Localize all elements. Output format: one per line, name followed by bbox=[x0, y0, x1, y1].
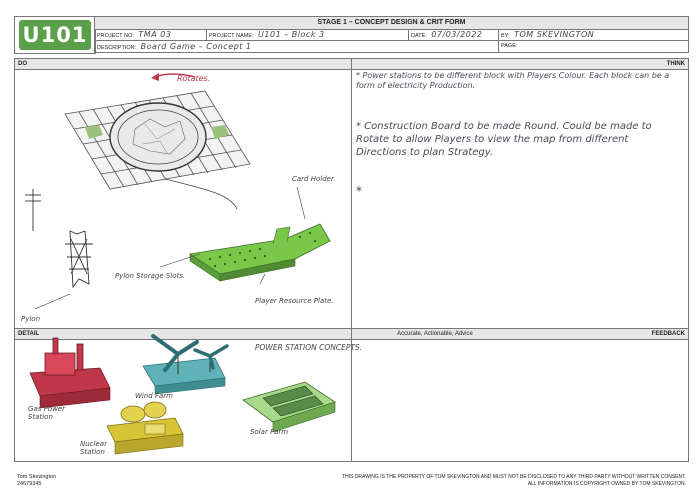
detail-label: DETAIL bbox=[18, 331, 40, 337]
pylon-storage-label: Pylon Storage Slots. bbox=[115, 272, 186, 280]
description-cell bbox=[95, 41, 499, 52]
project-name-label: PROJECT NAME: bbox=[209, 33, 254, 39]
header-row-1 bbox=[94, 29, 689, 41]
footer-notice-line1: THIS DRAWING IS THE PROPERTY OF TOM SKEVINGTON AND MUST NOT BE DISCLOSED TO ANY THIRD PARTY WITHOUT WRITTEN CONSENT. bbox=[342, 474, 686, 480]
rotates-label: Rotates. bbox=[177, 74, 211, 83]
do-sketch bbox=[15, 69, 350, 327]
project-no-label: PROJECT NO: bbox=[97, 33, 134, 39]
card-holder-label: Card Holder. bbox=[292, 175, 336, 183]
footer-notice bbox=[266, 474, 686, 488]
footer-author bbox=[17, 474, 56, 488]
date-cell bbox=[409, 29, 499, 40]
form-title: STAGE 1 – CONCEPT DESIGN & CRIT FORM bbox=[94, 16, 689, 30]
header-row-2 bbox=[94, 41, 689, 53]
power-station-concepts-label: POWER STATION CONCEPTS. bbox=[255, 343, 363, 352]
advice-label: Accurate, Actionable, Advice bbox=[397, 331, 473, 337]
board-sketch bbox=[65, 91, 250, 209]
do-label: DO bbox=[18, 61, 27, 67]
footer-name: Tom Skevington bbox=[17, 474, 57, 480]
description-value: Board Game – Concept 1 bbox=[140, 42, 252, 51]
think-note-1: * Power stations to be different block with Players Colour. Each block can be a form of electricity Production. bbox=[356, 71, 670, 90]
think-note-2: * Construction Board to be made Round. Could be made to Rotate to allow Players to view the map from different Directions to plan Strategy. bbox=[356, 121, 652, 158]
by-cell bbox=[499, 29, 688, 40]
pylon-sketch bbox=[25, 189, 93, 309]
resource-plate-sketch bbox=[160, 187, 330, 284]
page-label: PAGE: bbox=[501, 43, 518, 49]
feedback-label: FEEDBACK bbox=[651, 331, 685, 337]
u101-logo: U101 bbox=[19, 20, 91, 50]
wind-farm-sketch bbox=[143, 336, 227, 394]
detail-sketch bbox=[15, 338, 363, 460]
project-no-cell bbox=[95, 29, 207, 40]
think-label: THINK bbox=[666, 61, 685, 67]
gas-station-label: Gas Power Station bbox=[28, 405, 65, 421]
wind-farm-label: Wind Farm bbox=[135, 392, 173, 400]
description-label: DESCRIPTION: bbox=[97, 45, 137, 51]
footer-id: 24679345 bbox=[17, 481, 42, 487]
page-cell bbox=[499, 41, 688, 52]
center-divider bbox=[351, 59, 352, 461]
by-value: TOM SKEVINGTON bbox=[514, 30, 595, 39]
solar-farm-sketch bbox=[243, 382, 335, 432]
footer-notice-line2: ALL INFORMATION IS COPYRIGHT OWNED BY TOM SKEVINGTON. bbox=[527, 481, 686, 487]
logo-box bbox=[14, 16, 96, 54]
pylon-label: Pylon bbox=[21, 315, 41, 323]
nuclear-station-label: Nuclear Station bbox=[80, 440, 107, 456]
by-label: BY: bbox=[501, 33, 510, 39]
solar-farm-label: Solar Farm bbox=[250, 428, 289, 436]
project-name-value: U101 – Block 3 bbox=[258, 30, 325, 39]
player-resource-label: Player Resource Plate. bbox=[255, 297, 334, 305]
think-note-3: * bbox=[356, 184, 362, 198]
project-no-value: TMA 03 bbox=[138, 30, 172, 39]
date-label: DATE: bbox=[411, 33, 427, 39]
project-name-cell bbox=[207, 29, 409, 40]
date-value: 07/03/2022 bbox=[431, 30, 483, 39]
gas-station-sketch bbox=[30, 338, 110, 408]
